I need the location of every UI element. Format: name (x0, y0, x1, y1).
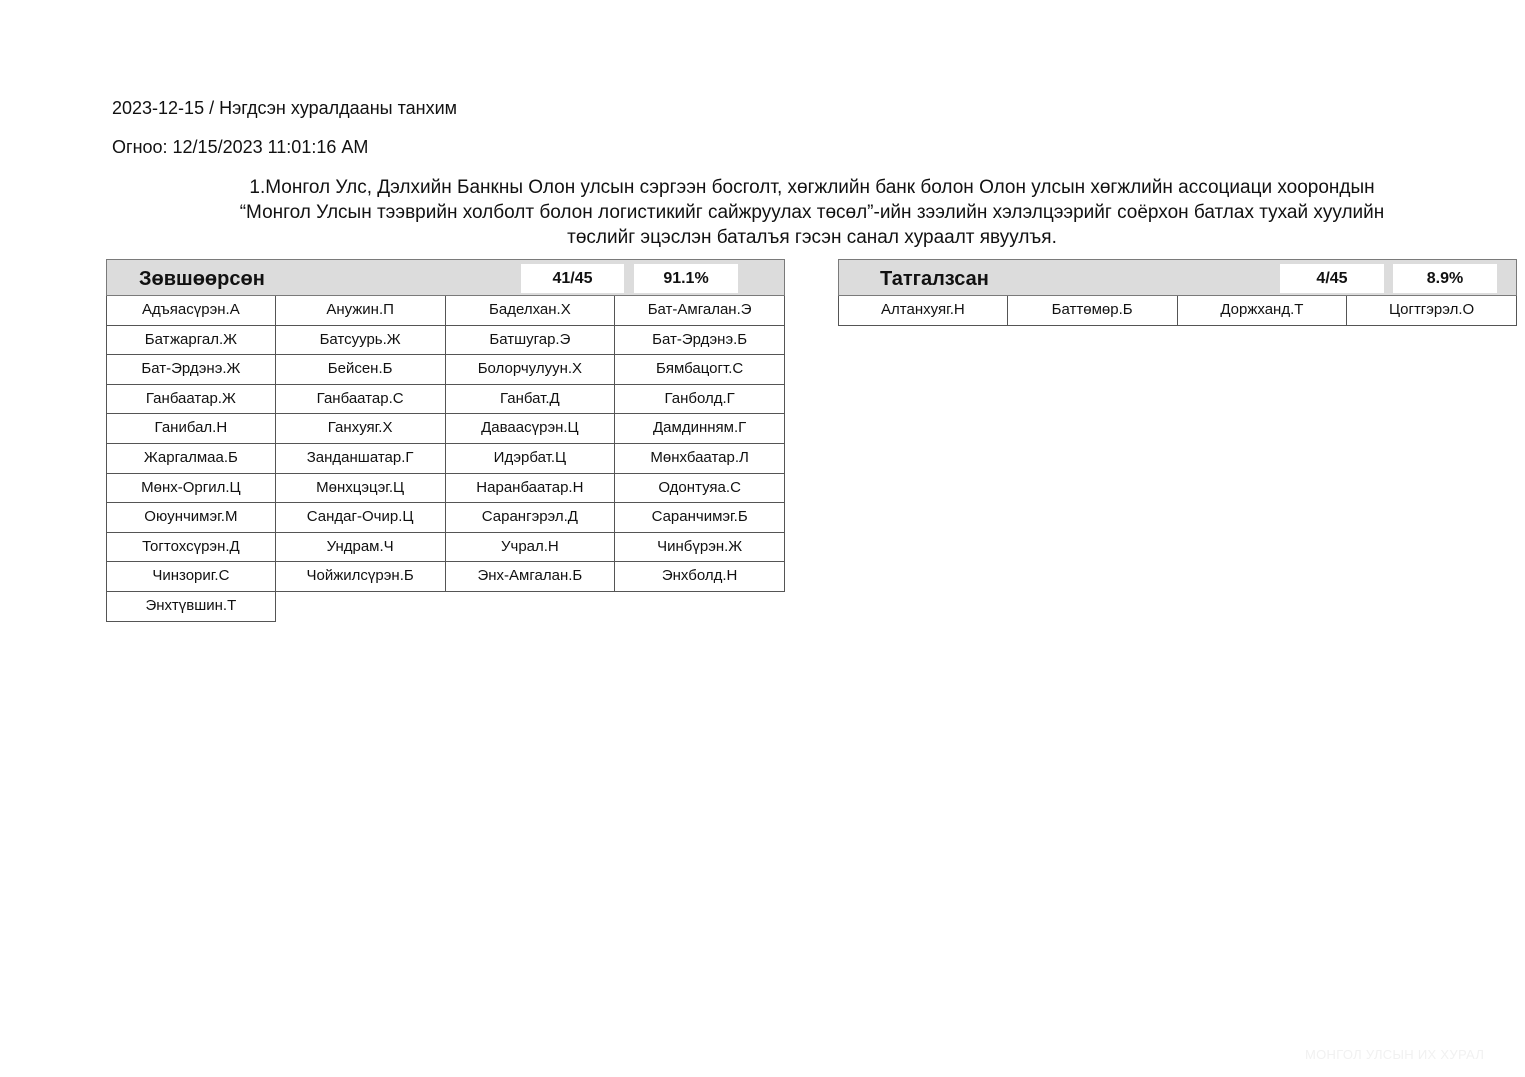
rejected-title: Татгалзсан (880, 268, 989, 290)
member-name-cell: Батжаргал.Ж (106, 326, 276, 356)
member-name-cell: Мөнх-Оргил.Ц (106, 474, 276, 504)
approved-percent: 91.1% (634, 264, 738, 293)
member-name-cell: Саранчимэг.Б (615, 503, 785, 533)
member-name-cell: Энхболд.Н (615, 562, 785, 592)
member-name-cell: Сарангэрэл.Д (446, 503, 616, 533)
member-name-cell: Сандаг-Очир.Ц (276, 503, 446, 533)
rejected-count: 4/45 (1280, 264, 1384, 293)
vote-datetime: Огноо: 12/15/2023 11:01:16 AM (112, 137, 369, 157)
member-name-cell: Даваасүрэн.Ц (446, 414, 616, 444)
member-name-cell: Бат-Амгалан.Э (615, 296, 785, 326)
motion-line: 1.Монгол Улс, Дэлхийн Банкны Олон улсын сэргээн босголт, хөгжлийн банк болон Олон улсын хөгжлийн ассоциаци хоорондын (249, 177, 1375, 198)
member-name-cell: Энхтүвшин.Т (106, 592, 276, 622)
member-name-cell: Оюунчимэг.М (106, 503, 276, 533)
member-name-cell: Мөнхцэцэг.Ц (276, 474, 446, 504)
member-name-cell: Наранбаатар.Н (446, 474, 616, 504)
member-name-cell: Тогтохсүрэн.Д (106, 533, 276, 563)
approved-count: 41/45 (521, 264, 624, 293)
member-name-cell: Ганболд.Г (615, 385, 785, 415)
member-name-cell: Бат-Эрдэнэ.Ж (106, 355, 276, 385)
member-name-cell: Ганбат.Д (446, 385, 616, 415)
member-name-cell: Адъяасүрэн.А (106, 296, 276, 326)
member-name-cell: Мөнхбаатар.Л (615, 444, 785, 474)
member-name-cell: Ганибал.Н (106, 414, 276, 444)
member-name-cell: Ундрам.Ч (276, 533, 446, 563)
member-name-cell: Чинзориг.С (106, 562, 276, 592)
watermark: МОНГОЛ УЛСЫН ИХ ХУРАЛ (1305, 1047, 1485, 1062)
member-name-cell: Чинбүрэн.Ж (615, 533, 785, 563)
member-name-cell: Батшугар.Э (446, 326, 616, 356)
member-name-cell: Бейсен.Б (276, 355, 446, 385)
rejected-panel (838, 259, 1517, 326)
member-name-cell: Баттөмөр.Б (1008, 296, 1178, 326)
member-name-cell: Одонтуяа.С (615, 474, 785, 504)
approved-panel (106, 259, 785, 622)
member-name-cell: Ганхуяг.Х (276, 414, 446, 444)
motion-text (112, 175, 1512, 250)
member-name-cell: Бямбацогт.С (615, 355, 785, 385)
member-name-cell: Занданшатар.Г (276, 444, 446, 474)
member-name-cell: Ганбаатар.Ж (106, 385, 276, 415)
approved-title: Зөвшөөрсөн (139, 268, 265, 290)
member-name-cell: Ганбаатар.С (276, 385, 446, 415)
motion-line: “Монгол Улсын тээврийн холболт болон логистикийг сайжруулах төсөл”-ийн зээлийн хэлэлцээрийг соёрхон батлах тухай хуулийн (239, 202, 1385, 223)
rejected-names-table (838, 296, 1517, 326)
member-name-cell: Чойжилсүрэн.Б (276, 562, 446, 592)
member-name-cell: Батсуурь.Ж (276, 326, 446, 356)
session-header: 2023-12-15 / Нэгдсэн хуралдааны танхим (112, 98, 457, 118)
member-name-cell: Учрал.Н (446, 533, 616, 563)
member-name-cell: Алтанхуяг.Н (838, 296, 1008, 326)
member-name-cell: Доржханд.Т (1178, 296, 1348, 326)
member-name-cell: Энх-Амгалан.Б (446, 562, 616, 592)
member-name-cell: Болорчулуун.Х (446, 355, 616, 385)
member-name-cell: Жаргалмаа.Б (106, 444, 276, 474)
rejected-header (838, 259, 1517, 296)
motion-line: төслийг эцэслэн баталъя гэсэн санал хураалт явуулъя. (567, 227, 1057, 248)
rejected-percent: 8.9% (1393, 264, 1497, 293)
member-name-cell: Дамдинням.Г (615, 414, 785, 444)
member-name-cell: Анужин.П (276, 296, 446, 326)
member-name-cell: Идэрбат.Ц (446, 444, 616, 474)
approved-names-table (106, 296, 785, 622)
member-name-cell: Цогтгэрэл.О (1347, 296, 1517, 326)
approved-header (106, 259, 785, 296)
member-name-cell: Бат-Эрдэнэ.Б (615, 326, 785, 356)
member-name-cell: Баделхан.Х (446, 296, 616, 326)
